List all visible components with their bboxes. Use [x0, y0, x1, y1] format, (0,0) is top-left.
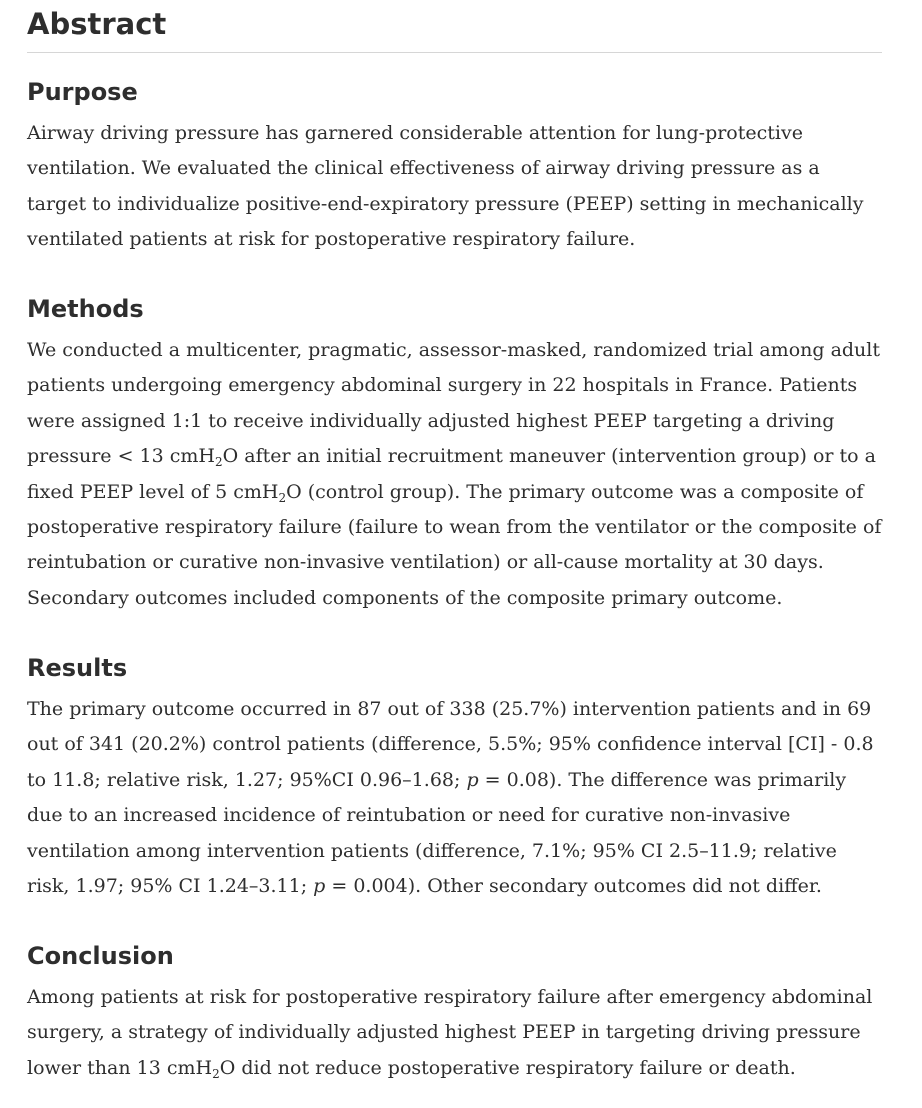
methods-section	[27, 293, 882, 616]
abstract-page	[27, 0, 882, 1081]
conclusion-text	[27, 980, 882, 1086]
methods-text-part-1: We conducted a multicenter, pragmatic, assessor-masked, randomized trial among adult patients undergoing emergency abdominal surgery in 22 hospitals in France. Patients were assigned 1:1 to receive individually adjusted highest PEEP targeting a driving pressure < 13 cmH	[27, 339, 881, 468]
conclusion-subscript-1: 2	[212, 1066, 220, 1081]
methods-text-part-2: O after an initial recruitment maneuver (intervention group) or to a fixed PEEP level of 5 cmH	[27, 445, 876, 503]
purpose-section	[27, 76, 882, 258]
results-text-part-3: = 0.004). Other secondary outcomes did not differ.	[325, 875, 822, 898]
methods-heading: Methods	[27, 295, 144, 323]
results-p-value-symbol-2: p	[313, 875, 326, 898]
purpose-text: Airway driving pressure has garnered considerable attention for lung-protective ventilation. We evaluated the clinical effectiveness of airway driving pressure as a target to individualize positive-end-expiratory pressure (PEEP) setting in mechanically ventilated patients at risk for postoperative respiratory failure.	[27, 122, 864, 251]
methods-text	[27, 333, 882, 616]
abstract-title: Abstract	[27, 2, 882, 53]
conclusion-text-part-1: Among patients at risk for postoperative respiratory failure after emergency abdominal surgery, a strategy of individually adjusted highest PEEP in targeting driving pressure lower than 13 cmH	[27, 986, 873, 1079]
results-text-part-2: = 0.08). The difference was primarily due to an increased incidence of reintubation or need for curative non-invasive ventilation among intervention patients (difference, 7.1%; 95% CI 2.5–11.9; relative risk, 1.97; 95% CI 1.24–3.11;	[27, 768, 847, 898]
methods-text-part-3: O (control group). The primary outcome was a composite of postoperative respiratory failure (failure to wean from the ventilator or the composite of reintubation or curative non-invasive ventilation) or all-cause mortality at 30 days. Secondary outcomes included components of the composite primary outcome.	[27, 480, 882, 609]
results-section	[27, 652, 882, 904]
conclusion-heading: Conclusion	[27, 942, 174, 970]
results-text	[27, 692, 882, 904]
results-heading: Results	[27, 654, 128, 682]
conclusion-section	[27, 940, 882, 1086]
methods-subscript-2: 2	[278, 490, 287, 505]
conclusion-text-part-2: O did not reduce postoperative respiratory failure or death.	[219, 1056, 796, 1079]
results-p-value-symbol-1: p	[466, 768, 479, 791]
results-text-part-1: The primary outcome occurred in 87 out of 338 (25.7%) intervention patients and in 69 out of 341 (20.2%) control patients (difference, 5.5%; 95% confidence interval [CI] - 0.8 to 11.8; relative risk, 1.27; 95%CI 0.96–1.68;	[27, 698, 874, 791]
methods-subscript-1: 2	[215, 455, 223, 470]
purpose-heading: Purpose	[27, 78, 138, 106]
